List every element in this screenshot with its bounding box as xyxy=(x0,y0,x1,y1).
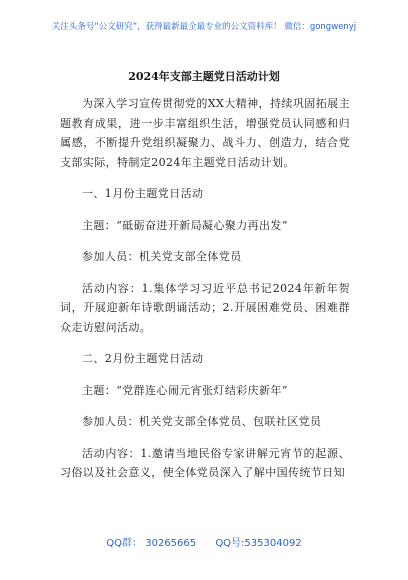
footer xyxy=(0,534,408,549)
section-content: 活动内容：1.集体学习习近平总书记2024年新年贺词，开展迎新年诗歌朗诵活动；2.开展困难党员、困难群众走访慰问活动。 xyxy=(60,281,350,334)
section-heading: 二、2月份主题党日活动 xyxy=(82,352,204,365)
section-theme: 主题：“砥砺奋进开新局凝心聚力再出发” xyxy=(82,218,288,232)
footer-qq-number: QQ号:535304092 xyxy=(215,538,302,549)
document-body xyxy=(60,94,350,495)
section-theme: 主题：“党群连心闹元宵张灯结彩庆新年” xyxy=(82,383,288,397)
document-title: 2024年支部主题党日活动计划 xyxy=(128,70,280,83)
section-heading: 一、1月份主题党日活动 xyxy=(82,187,204,200)
section-participants: 参加人员：机关党支部全体党员 xyxy=(82,250,242,263)
footer-qq-group: QQ群： 30265665 xyxy=(106,538,197,549)
section-content: 活动内容：1.邀请当地民俗专家讲解元宵节的起源、习俗以及社会意义，使全体党员深入了解中国传统节日知 xyxy=(60,446,350,479)
section-participants: 参加人员：机关党支部全体党员、包联社区党员 xyxy=(82,415,322,428)
intro-paragraph: 为深入学习宣传贯彻党的XX大精神，持续巩固拓展主题教育成果，进一步丰富组织生活，增强党员认同感和归属感，不断提升党组织凝聚力、战斗力、创造力，结合党支部实际，特制定2024年主题党日活动计划。 xyxy=(60,97,350,169)
header-note: 关注头条号“公文研究”，获得最新最全最专业的公文资料库！ 微信：gongwenyj xyxy=(51,22,357,32)
